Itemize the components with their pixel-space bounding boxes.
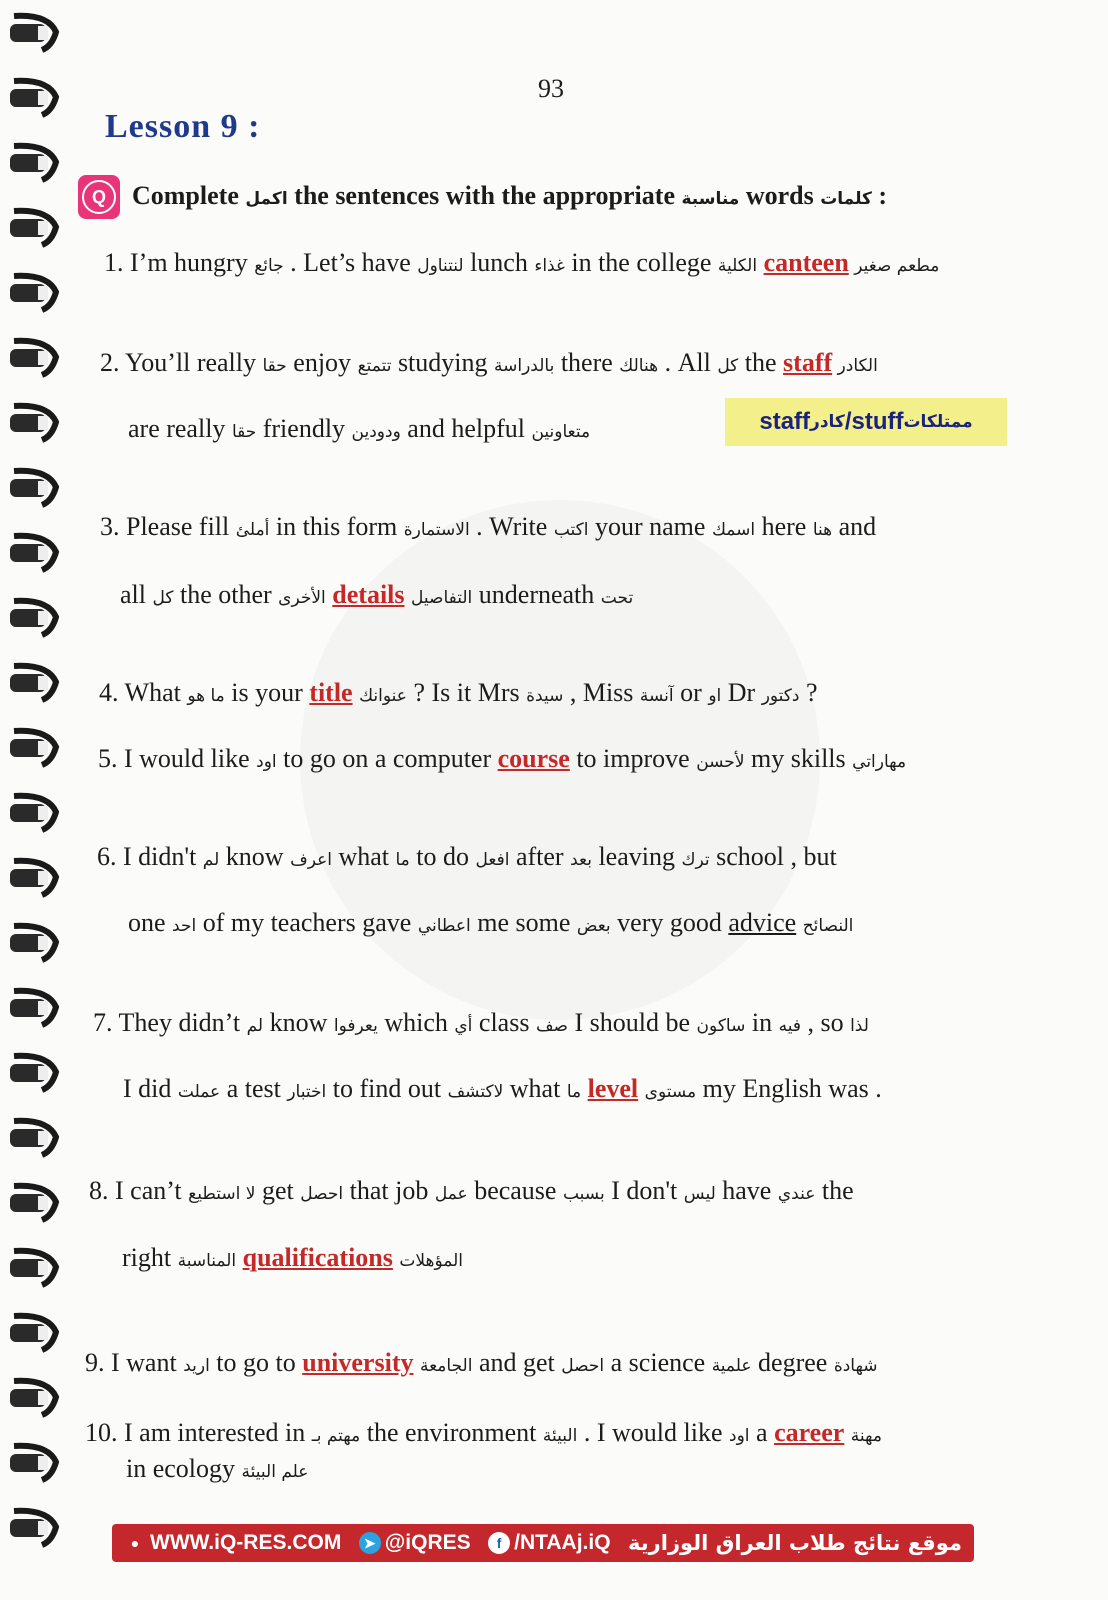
- spiral-ring: [8, 530, 62, 574]
- sentence-7: 7. They didn’t لم know يعرفوا which أي class صف I should be ساكون in فيه , so لذا: [93, 1008, 869, 1037]
- spiral-ring: [8, 140, 62, 184]
- answer-advice: advice: [728, 908, 797, 937]
- footer-facebook[interactable]: f /NTAAj.iQ: [488, 1531, 610, 1555]
- spiral-ring: [8, 985, 62, 1029]
- sentence-10: 10. I am interested in مهتم بـ the environment البيئة . I would like اود a career مهنة: [85, 1418, 882, 1447]
- spiral-ring: [8, 855, 62, 899]
- answer-level: level: [587, 1074, 639, 1103]
- globe-icon: ●: [130, 1535, 140, 1552]
- spiral-ring: [8, 920, 62, 964]
- telegram-icon: ➤: [359, 1532, 381, 1554]
- vocabulary-note: staff كادر / stuff ممتلكات: [725, 398, 1007, 446]
- sentence-5: 5. I would like اود to go on a computer course to improve لأحسن my skills مهاراتي: [98, 744, 907, 773]
- spiral-ring: [8, 465, 62, 509]
- spiral-ring: [8, 1310, 62, 1354]
- spiral-ring: [8, 335, 62, 379]
- question-badge: [78, 175, 120, 219]
- sentence-4: 4. What ما هو is your title عنوانك ? Is it Mrs سيدة , Miss آنسة or او Dr دكتور ?: [99, 678, 818, 707]
- sentence-8: 8. I can’t لا استطيع get احصل that job عمل because بسبب I don't ليس have عندي the: [89, 1176, 854, 1205]
- answer-qualifications: qualifications: [242, 1243, 393, 1272]
- answer-course: course: [497, 744, 570, 773]
- footer-banner: [112, 1524, 974, 1562]
- footer-telegram[interactable]: ➤ @iQRES: [359, 1531, 471, 1555]
- page-number: 93: [538, 74, 564, 103]
- lesson-title: Lesson 9 :: [105, 108, 261, 145]
- spiral-ring: [8, 790, 62, 834]
- answer-title: title: [309, 678, 353, 707]
- sentence-3-continued: all كل the other الأخرى details التفاصيل underneath تحت: [120, 580, 634, 609]
- spiral-ring: [8, 10, 62, 54]
- facebook-icon: f: [488, 1532, 510, 1554]
- footer-website[interactable]: ● WWW.iQ-RES.COM: [124, 1531, 341, 1555]
- sentence-3: 3. Please fill أملئ in this form الاستمارة . Write اكتب your name اسمك here هنا and: [100, 512, 877, 541]
- spiral-ring: [8, 1505, 62, 1549]
- spiral-ring: [8, 1375, 62, 1419]
- spiral-ring: [8, 1115, 62, 1159]
- footer-site-name: موقع نتائج طلاب العراق الوزارية: [628, 1531, 962, 1555]
- spiral-ring: [8, 1180, 62, 1224]
- sentence-10-continued: in ecology علم البيئة: [126, 1454, 309, 1483]
- spiral-ring: [8, 1440, 62, 1484]
- spiral-ring: [8, 595, 62, 639]
- question-badge-label: Q: [82, 180, 116, 214]
- spiral-ring: [8, 205, 62, 249]
- sentence-2-continued: are really حقا friendly ودودين and helpful متعاونين: [128, 414, 591, 443]
- sentence-2: 2. You’ll really حقا enjoy تتمتع studying بالدراسة there هنالك . All كل the staff الكادر: [100, 348, 878, 377]
- spiral-ring: [8, 75, 62, 119]
- sentence-8-continued: right المناسبة qualifications المؤهلات: [122, 1243, 464, 1272]
- answer-staff: staff: [783, 348, 833, 377]
- spiral-binding: [8, 0, 68, 1600]
- answer-university: university: [302, 1348, 414, 1377]
- instruction-text: Complete اكمل the sentences with the appropriate مناسبة words كلمات :: [132, 181, 888, 210]
- sentence-6-continued: one احد of my teachers gave اعطاني me some بعض very good advice النصائح: [128, 908, 854, 937]
- answer-canteen: canteen: [763, 248, 849, 277]
- spiral-ring: [8, 725, 62, 769]
- sentence-9: 9. I want اريد to go to university الجامعة and get احصل a science علمية degree شهادة: [85, 1348, 878, 1377]
- sentence-7-continued: I did عملت a test اختبار to find out لاكتشف what ما level مستوى my English was .: [123, 1074, 882, 1103]
- spiral-ring: [8, 400, 62, 444]
- sentence-6: 6. I didn't لم know اعرف what ما to do افعل after بعد leaving ترك school , but: [97, 842, 837, 871]
- spiral-ring: [8, 1050, 62, 1094]
- spiral-ring: [8, 270, 62, 314]
- answer-details: details: [332, 580, 405, 609]
- sentence-1: 1. I’m hungry جائع . Let’s have لنتناول lunch غذاء in the college الكلية canteen مطعم صغير: [104, 248, 940, 277]
- spiral-ring: [8, 1245, 62, 1289]
- spiral-ring: [8, 660, 62, 704]
- answer-career: career: [774, 1418, 845, 1447]
